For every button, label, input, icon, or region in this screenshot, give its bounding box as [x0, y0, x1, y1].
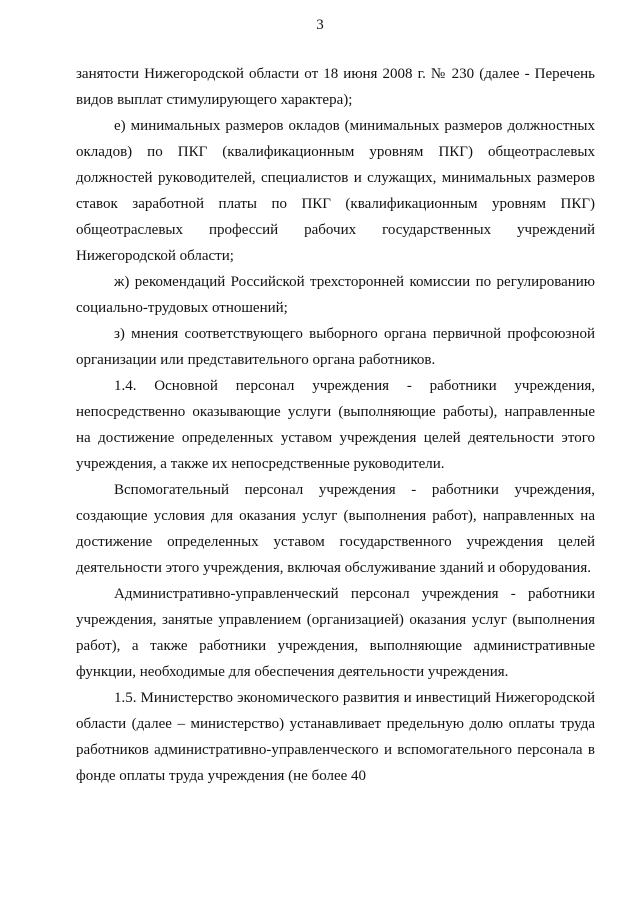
paragraph-administrative-staff: Административно-управленческий персонал учреждения - работники учреждения, занятые управлением (организацией) оказания услуг (выполнения работ), а также работники учреждения, выполняющие административные функции, необходимые для обеспечения деятельности учреждения. [76, 586, 595, 680]
paragraph-auxiliary-staff: Вспомогательный персонал учреждения - работники учреждения, создающие условия для оказания услуг (выполнения работ), направленных на достижение определенных уставом государственного учреждения целей деятельности этого учреждения, включая обслуживание зданий и оборудования. [76, 482, 595, 576]
document-body [76, 61, 595, 789]
paragraph-section-1-4: 1.4. Основной персонал учреждения - работники учреждения, непосредственно оказывающие услуги (выполняющие работы), направленные на достижение определенных уставом учреждения целей деятельности этого учреждения, а также их непосредственные руководители. [76, 378, 595, 472]
paragraph-section-1-5: 1.5. Министерство экономического развития и инвестиций Нижегородской области (далее – министерство) устанавливает предельную долю оплаты труда работников административно-управленческого и вспомогательного персонала в фонде оплаты труда учреждения (не более 40 [76, 690, 595, 784]
paragraph-item-z: з) мнения соответствующего выборного органа первичной профсоюзной организации или представительного органа работников. [76, 326, 595, 368]
paragraph-continuation: занятости Нижегородской области от 18 июня 2008 г. № 230 (далее - Перечень видов выплат стимулирующего характера); [76, 66, 595, 108]
paragraph-item-zh: ж) рекомендаций Российской трехсторонней комиссии по регулированию социально-трудовых отношений; [76, 274, 595, 316]
paragraph-item-e: е) минимальных размеров окладов (минимальных размеров должностных окладов) по ПКГ (квалификационным уровням ПКГ) общеотраслевых должностей руководителей, специалистов и служащих, минимальных размеров ставок заработной платы по ПКГ (квалификационным уровням ПКГ) общеотраслевых профессий рабочих государственных учреждений Нижегородской области; [76, 118, 595, 264]
page-number: 3 [316, 17, 324, 33]
